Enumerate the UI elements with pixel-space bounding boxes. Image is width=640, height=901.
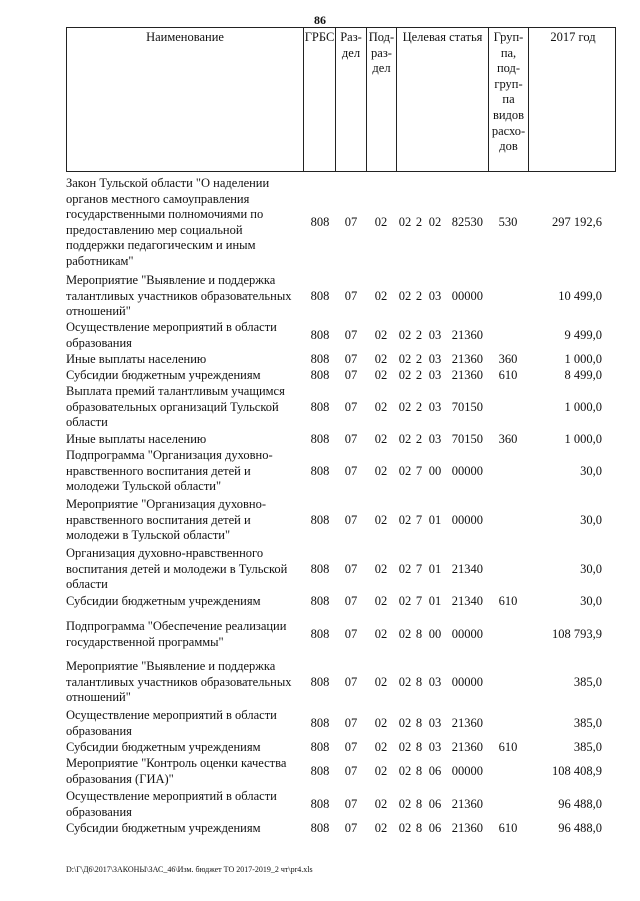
row-target-subprogram: 8 [415, 740, 423, 755]
table-row [0, 546, 640, 594]
row-sum: 30,0 [580, 464, 602, 479]
row-podrazdel: 02 [374, 432, 388, 447]
row-sum: 1 000,0 [564, 352, 602, 367]
row-target-direction: 21340 [451, 562, 483, 577]
row-target-subprogram: 8 [415, 675, 423, 690]
row-target-event: 01 [428, 513, 442, 528]
table-row [0, 384, 640, 432]
row-grbs: 808 [310, 716, 330, 731]
row-name: Мероприятие "Выявление и поддержка талантливых участников образовательных отношений" [66, 659, 292, 705]
row-podrazdel: 02 [374, 562, 388, 577]
table-row [0, 708, 640, 740]
row-target-direction: 82530 [451, 215, 483, 230]
row-name: Иные выплаты населению [66, 352, 207, 366]
row-name: Мероприятие "Организация духовно-нравственного воспитания детей и молодежи в Тульской области" [66, 497, 267, 543]
row-target-program: 02 [398, 328, 412, 343]
row-target-subprogram: 2 [415, 328, 423, 343]
table-row [0, 352, 640, 368]
row-target-direction: 00000 [451, 764, 483, 779]
header-grbs: ГРБС [303, 28, 335, 171]
row-grbs: 808 [310, 400, 330, 415]
row-target-event: 03 [428, 716, 442, 731]
row-sum: 96 488,0 [558, 821, 602, 836]
header-name: Наименование [146, 30, 224, 44]
row-podrazdel: 02 [374, 740, 388, 755]
row-target-subprogram: 8 [415, 716, 423, 731]
row-target-subprogram: 8 [415, 797, 423, 812]
row-target-subprogram: 2 [415, 352, 423, 367]
row-name: Мероприятие "Контроль оценки качества образования (ГИА)" [66, 756, 287, 786]
row-grbs: 808 [310, 740, 330, 755]
row-target-subprogram: 7 [415, 513, 423, 528]
row-target-subprogram: 8 [415, 627, 423, 642]
row-vr: 610 [498, 740, 518, 755]
row-name: Подпрограмма "Организация духовно-нравственного воспитания детей и молодежи Тульской области" [66, 448, 273, 494]
row-sum: 9 499,0 [564, 328, 602, 343]
row-podrazdel: 02 [374, 352, 388, 367]
row-target-direction: 21360 [451, 797, 483, 812]
header-vr: Груп- па, под- груп- па видов расхо- дов [488, 28, 528, 171]
row-target-event: 06 [428, 821, 442, 836]
row-target-program: 02 [398, 716, 412, 731]
row-sum: 297 192,6 [552, 215, 602, 230]
header-podrazdel: Под- раз- дел [366, 28, 396, 171]
row-target-program: 02 [398, 464, 412, 479]
row-target-program: 02 [398, 215, 412, 230]
table-row [0, 368, 640, 384]
row-podrazdel: 02 [374, 513, 388, 528]
row-grbs: 808 [310, 368, 330, 383]
row-razdel: 07 [344, 627, 358, 642]
row-target-direction: 70150 [451, 400, 483, 415]
table-row [0, 497, 640, 545]
row-vr: 610 [498, 368, 518, 383]
row-sum: 108 793,9 [552, 627, 602, 642]
row-razdel: 07 [344, 288, 358, 303]
row-podrazdel: 02 [374, 764, 388, 779]
row-razdel: 07 [344, 740, 358, 755]
row-podrazdel: 02 [374, 627, 388, 642]
row-vr: 360 [498, 352, 518, 367]
row-target-direction: 21360 [451, 352, 483, 367]
row-target-subprogram: 2 [415, 368, 423, 383]
row-razdel: 07 [344, 368, 358, 383]
row-target-subprogram: 2 [415, 288, 423, 303]
row-razdel: 07 [344, 464, 358, 479]
row-razdel: 07 [344, 562, 358, 577]
row-grbs: 808 [310, 764, 330, 779]
row-target-program: 02 [398, 352, 412, 367]
row-name: Осуществление мероприятий в области образования [66, 320, 277, 350]
table-row [0, 740, 640, 756]
row-sum: 108 408,9 [552, 764, 602, 779]
row-sum: 96 488,0 [558, 797, 602, 812]
row-target-program: 02 [398, 432, 412, 447]
row-vr: 610 [498, 821, 518, 836]
row-target-program: 02 [398, 288, 412, 303]
page-number: 86 [314, 13, 326, 27]
row-name: Выплата премий талантливым учащимся образовательных организаций Тульской области [66, 384, 285, 430]
row-podrazdel: 02 [374, 464, 388, 479]
row-sum: 1 000,0 [564, 400, 602, 415]
row-target-direction: 00000 [451, 627, 483, 642]
row-target-program: 02 [398, 764, 412, 779]
row-target-subprogram: 2 [415, 400, 423, 415]
row-target-event: 06 [428, 797, 442, 812]
row-target-event: 01 [428, 594, 442, 609]
row-sum: 1 000,0 [564, 432, 602, 447]
row-target-event: 00 [428, 627, 442, 642]
row-target-program: 02 [398, 400, 412, 415]
row-name: Осуществление мероприятий в области образования [66, 789, 277, 819]
row-sum: 30,0 [580, 513, 602, 528]
row-target-direction: 21340 [451, 594, 483, 609]
row-target-program: 02 [398, 821, 412, 836]
row-grbs: 808 [310, 432, 330, 447]
row-target-event: 03 [428, 400, 442, 415]
table-row [0, 448, 640, 496]
row-razdel: 07 [344, 675, 358, 690]
row-target-subprogram: 7 [415, 562, 423, 577]
table-row [0, 756, 640, 788]
row-grbs: 808 [310, 215, 330, 230]
row-grbs: 808 [310, 675, 330, 690]
row-podrazdel: 02 [374, 716, 388, 731]
row-grbs: 808 [310, 797, 330, 812]
row-name: Мероприятие "Выявление и поддержка талантливых участников образовательных отношений" [66, 273, 292, 319]
table-row [0, 821, 640, 837]
row-target-subprogram: 2 [415, 432, 423, 447]
row-target-direction: 00000 [451, 288, 483, 303]
row-name: Субсидии бюджетным учреждениям [66, 740, 261, 754]
row-grbs: 808 [310, 562, 330, 577]
row-target-direction: 00000 [451, 464, 483, 479]
row-sum: 8 499,0 [564, 368, 602, 383]
row-target-event: 03 [428, 740, 442, 755]
row-razdel: 07 [344, 764, 358, 779]
row-podrazdel: 02 [374, 400, 388, 415]
row-razdel: 07 [344, 400, 358, 415]
row-grbs: 808 [310, 627, 330, 642]
row-vr: 530 [498, 215, 518, 230]
table-row [0, 789, 640, 821]
row-target-program: 02 [398, 368, 412, 383]
header-razdel: Раз- дел [335, 28, 366, 171]
table-row [0, 659, 640, 707]
row-target-subprogram: 8 [415, 764, 423, 779]
row-razdel: 07 [344, 215, 358, 230]
row-grbs: 808 [310, 594, 330, 609]
row-grbs: 808 [310, 821, 330, 836]
row-razdel: 07 [344, 513, 358, 528]
row-sum: 10 499,0 [558, 288, 602, 303]
row-name: Подпрограмма "Обеспечение реализации государственной программы" [66, 619, 287, 649]
row-grbs: 808 [310, 328, 330, 343]
row-target-direction: 21360 [451, 328, 483, 343]
row-grbs: 808 [310, 464, 330, 479]
header-sum: 2017 год [528, 28, 617, 171]
row-target-direction: 21360 [451, 716, 483, 731]
row-sum: 385,0 [573, 716, 602, 731]
row-podrazdel: 02 [374, 288, 388, 303]
row-name: Субсидии бюджетным учреждениям [66, 368, 261, 382]
row-target-subprogram: 2 [415, 215, 423, 230]
row-sum: 30,0 [580, 594, 602, 609]
table-row [0, 273, 640, 320]
row-target-event: 01 [428, 562, 442, 577]
table-row [0, 594, 640, 610]
row-target-program: 02 [398, 797, 412, 812]
row-podrazdel: 02 [374, 328, 388, 343]
row-target-program: 02 [398, 675, 412, 690]
row-target-event: 03 [428, 352, 442, 367]
row-target-event: 03 [428, 432, 442, 447]
row-target-event: 06 [428, 764, 442, 779]
row-name: Организация духовно-нравственного воспитания детей и молодежи в Тульской области [66, 546, 288, 592]
row-vr: 360 [498, 432, 518, 447]
row-target-program: 02 [398, 594, 412, 609]
row-sum: 30,0 [580, 562, 602, 577]
row-name: Иные выплаты населению [66, 432, 207, 446]
row-podrazdel: 02 [374, 797, 388, 812]
table-row [0, 619, 640, 651]
row-target-event: 00 [428, 464, 442, 479]
row-target-program: 02 [398, 562, 412, 577]
row-grbs: 808 [310, 288, 330, 303]
row-target-subprogram: 7 [415, 594, 423, 609]
row-podrazdel: 02 [374, 368, 388, 383]
row-grbs: 808 [310, 513, 330, 528]
row-target-subprogram: 7 [415, 464, 423, 479]
row-name: Субсидии бюджетным учреждениям [66, 821, 261, 835]
row-target-direction: 00000 [451, 513, 483, 528]
table-row [0, 432, 640, 448]
row-target-program: 02 [398, 627, 412, 642]
row-vr: 610 [498, 594, 518, 609]
row-target-subprogram: 8 [415, 821, 423, 836]
row-sum: 385,0 [573, 740, 602, 755]
row-target-direction: 21360 [451, 368, 483, 383]
header-target: Целевая статья [396, 28, 488, 171]
row-target-direction: 21360 [451, 740, 483, 755]
row-podrazdel: 02 [374, 821, 388, 836]
row-podrazdel: 02 [374, 215, 388, 230]
row-target-direction: 21360 [451, 821, 483, 836]
row-target-event: 03 [428, 368, 442, 383]
row-target-event: 03 [428, 328, 442, 343]
file-path-footer: D:\Г\Д6\2017\ЗАКОНЫ\ЗАС_46\Изм. бюджет ТО 2017-2019_2 чт\pr4.xls [66, 865, 313, 874]
row-razdel: 07 [344, 797, 358, 812]
row-podrazdel: 02 [374, 675, 388, 690]
table-header [66, 27, 616, 172]
row-target-program: 02 [398, 513, 412, 528]
row-razdel: 07 [344, 821, 358, 836]
row-razdel: 07 [344, 594, 358, 609]
row-sum: 385,0 [573, 675, 602, 690]
row-grbs: 808 [310, 352, 330, 367]
row-name: Субсидии бюджетным учреждениям [66, 594, 261, 608]
row-name: Осуществление мероприятий в области образования [66, 708, 277, 738]
row-target-direction: 00000 [451, 675, 483, 690]
row-razdel: 07 [344, 328, 358, 343]
row-target-direction: 70150 [451, 432, 483, 447]
row-target-event: 02 [428, 215, 442, 230]
table-row [0, 176, 640, 270]
row-razdel: 07 [344, 352, 358, 367]
row-razdel: 07 [344, 716, 358, 731]
row-razdel: 07 [344, 432, 358, 447]
row-name: Закон Тульской области "О наделении органов местного самоуправления государственными полномочиями по предоставлению мер социальной поддержки педагогическим и иным работникам" [66, 176, 270, 268]
row-target-event: 03 [428, 288, 442, 303]
row-target-program: 02 [398, 740, 412, 755]
row-target-event: 03 [428, 675, 442, 690]
row-podrazdel: 02 [374, 594, 388, 609]
table-row [0, 320, 640, 352]
